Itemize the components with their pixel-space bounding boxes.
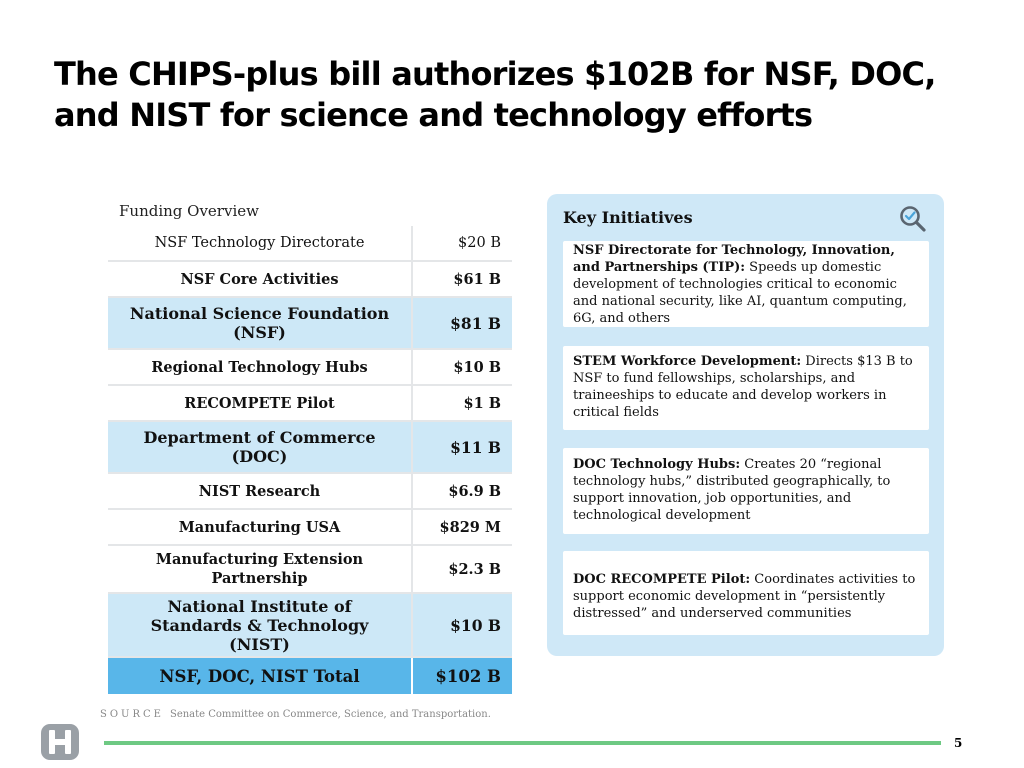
funding-overview-label: Funding Overview	[119, 202, 259, 220]
key-initiatives-title: Key Initiatives	[563, 208, 693, 227]
row-amount: $6.9 B	[448, 482, 501, 500]
key-initiatives-panel	[547, 194, 944, 656]
row-name: National Institute of Standards & Technology (NIST)	[108, 594, 413, 656]
source-label: SOURCE	[100, 709, 164, 720]
footer-accent-line	[104, 741, 941, 745]
row-name: Manufacturing USA	[108, 510, 413, 544]
row-amount: $11 B	[450, 437, 501, 457]
magnifier-check-icon	[898, 204, 928, 234]
row-name: National Science Foundation (NSF)	[108, 298, 413, 348]
row-name: NIST Research	[108, 474, 413, 508]
initiative-card	[563, 346, 929, 430]
table-row	[108, 262, 512, 298]
row-amount: $2.3 B	[448, 560, 501, 578]
table-row	[108, 474, 512, 510]
initiative-heading: DOC Technology Hubs:	[573, 457, 741, 472]
initiative-body: Creates 20 “regional technology hubs,” distributed geographically, to support innovation, job opportunities, and technological development	[573, 457, 891, 523]
initiative-card	[563, 448, 929, 534]
page-number: 5	[954, 736, 963, 750]
row-amount: $81 B	[450, 313, 501, 333]
table-row	[108, 546, 512, 594]
row-amount: $1 B	[463, 394, 501, 412]
initiative-body: Coordinates activities to support economic development in “persistently distressed” and underserved communities	[573, 572, 916, 621]
row-amount: $10 B	[450, 615, 501, 635]
row-name: Regional Technology Hubs	[108, 350, 413, 384]
row-amount: $20 B	[458, 235, 501, 251]
table-row	[108, 350, 512, 386]
row-name: RECOMPETE Pilot	[108, 386, 413, 420]
table-row	[108, 510, 512, 546]
company-logo-icon	[40, 722, 80, 762]
initiative-heading: STEM Workforce Development:	[573, 354, 802, 369]
row-amount: $829 M	[439, 518, 501, 536]
row-name: Manufacturing Extension Partnership	[108, 546, 413, 592]
table-row	[108, 226, 512, 262]
row-name: NSF, DOC, NIST Total	[108, 658, 413, 694]
table-row	[108, 386, 512, 422]
row-name: NSF Core Activities	[108, 262, 413, 296]
initiative-body: Speeds up domestic development of technologies critical to economic and national security, like AI, quantum computing, 6G, and others	[573, 260, 907, 326]
initiative-card	[563, 241, 929, 327]
table-row-agency	[108, 422, 512, 474]
initiative-card	[563, 551, 929, 635]
row-amount: $10 B	[453, 358, 501, 376]
row-amount: $102 B	[435, 666, 501, 686]
table-row-agency	[108, 298, 512, 350]
funding-table	[108, 226, 512, 694]
row-name: Department of Commerce (DOC)	[108, 422, 413, 472]
initiative-heading: NSF Directorate for Technology, Innovation, and Partnerships (TIP):	[573, 243, 895, 275]
source-note	[100, 709, 491, 720]
source-text: Senate Committee on Commerce, Science, and Transportation.	[169, 709, 491, 720]
table-row-agency	[108, 594, 512, 658]
initiative-heading: DOC RECOMPETE Pilot:	[573, 572, 751, 587]
initiative-body: Directs $13 B to NSF to fund fellowships, scholarships, and traineeships to educate and develop workers in critical fields	[573, 354, 913, 420]
slide-title: The CHIPS-plus bill authorizes $102B for NSF, DOC, and NIST for science and technology efforts	[54, 55, 936, 134]
table-row-total	[108, 658, 512, 694]
row-amount: $61 B	[453, 270, 501, 288]
row-name: NSF Technology Directorate	[108, 226, 413, 260]
